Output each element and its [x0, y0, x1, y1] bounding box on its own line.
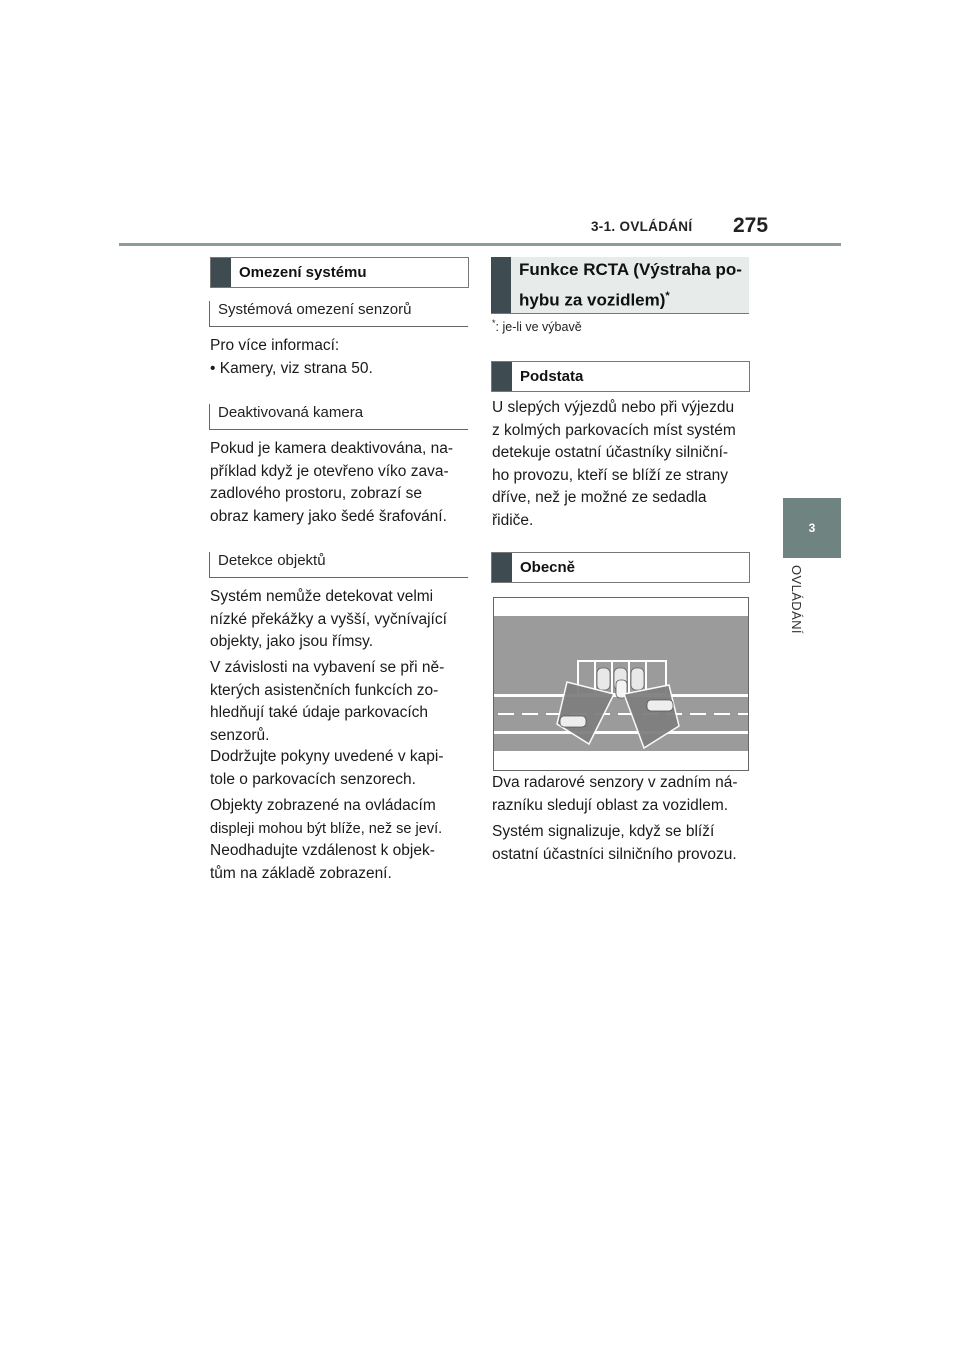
text-line: řidiče.	[492, 511, 534, 529]
header-rule	[119, 243, 841, 246]
text-line: Systém nemůže detekovat velmi	[210, 588, 434, 605]
text-line: Systém signalizuje, když se blíží	[492, 823, 715, 840]
heading-asterisk: *	[665, 289, 670, 302]
heading-general-label: Obecně	[520, 559, 576, 576]
text-line: zadlového prostoru, zobrazí se	[210, 485, 422, 502]
heading-tab-marker	[492, 553, 512, 582]
text-line: Pokud je kamera deaktivována, na-	[210, 440, 453, 457]
paragraph-detection-3	[210, 746, 470, 791]
heading-rcta-label	[511, 257, 742, 314]
text-line: dříve, než je možné ze sedadla	[492, 489, 707, 506]
subheading-object-detection: Detekce objektů	[209, 552, 468, 578]
text-line: kterých asistenčních funkcích zo-	[210, 681, 439, 699]
page-number: 275	[733, 214, 769, 237]
text-line: objekty, jako jsou římsy.	[210, 633, 374, 650]
approaching-vehicle-right	[647, 700, 673, 711]
heading-rcta-line1: Funkce RCTA (Výstraha po-	[519, 259, 742, 279]
footnote	[492, 318, 582, 334]
text-line: nízké překážky a vyšší, vyčnívající	[210, 610, 447, 628]
heading-rcta	[491, 257, 749, 314]
text-line: příklad když je otevřeno víko zava-	[210, 462, 449, 480]
text-line: displeji mohou být blíže, než se jeví.	[210, 820, 443, 837]
road-edge-line	[494, 731, 748, 734]
text-line: Neodhadujte vzdálenost k objek-	[210, 842, 435, 859]
heading-rcta-line2	[519, 283, 742, 314]
text-line: z kolmých parkovacích míst systém	[492, 421, 736, 439]
text-line: Objekty zobrazené na ovládacím	[210, 797, 436, 814]
paragraph-more-info	[210, 335, 470, 380]
heading-rcta-line2-text: hybu za vozidlem)	[519, 290, 666, 310]
text-line: ostatní účastníci silničního provozu.	[492, 845, 737, 863]
heading-system-limits	[210, 257, 469, 288]
heading-tab-marker	[491, 257, 511, 313]
text-line: hledňují také údaje parkovacích	[210, 704, 429, 721]
heading-general	[491, 552, 750, 583]
paragraph-detection-2	[210, 657, 470, 747]
paragraph-detection-4	[210, 795, 472, 885]
heading-tab-marker	[492, 362, 512, 391]
text-line: U slepých výjezdů nebo při výjezdu	[492, 399, 735, 416]
chapter-title-label: OVLÁDÁNÍ	[789, 565, 804, 634]
text-line: ho provozu, kteří se blíží ze strany	[492, 466, 729, 484]
text-line: senzorů.	[210, 726, 270, 744]
paragraph-principle	[492, 397, 754, 532]
paragraph-signal	[492, 821, 754, 866]
text-line: Pro více informací:	[210, 337, 340, 354]
paragraph-radar	[492, 772, 754, 817]
subheading-sensor-limits: Systémová omezení senzorů	[209, 301, 468, 327]
subheading-deactivated-camera: Deaktivovaná kamera	[209, 404, 468, 430]
text-line: tům na základě zobrazení.	[210, 864, 392, 882]
text-line: Dva radarové senzory v zadním ná-	[492, 774, 738, 791]
heading-principle-label: Podstata	[520, 368, 584, 385]
text-line: tole o parkovacích senzorech.	[210, 770, 416, 788]
footnote-mark: *	[492, 318, 496, 328]
approaching-vehicle-left	[560, 716, 586, 727]
text-line: razníku sledují oblast za vozidlem.	[492, 796, 729, 814]
paragraph-detection-1	[210, 586, 470, 654]
rcta-diagram	[494, 598, 748, 770]
text-line: obraz kamery jako šedé šrafování.	[210, 507, 447, 525]
bullet-cameras: • Kamery, viz strana 50.	[210, 359, 373, 377]
chapter-number-tab: 3	[783, 498, 841, 558]
section-title: 3-1. OVLÁDÁNÍ	[591, 219, 693, 234]
heading-principle	[491, 361, 750, 392]
footnote-text: : je-li ve výbavě	[495, 320, 582, 335]
text-line: detekuje ostatní účastníky silniční-	[492, 444, 729, 461]
heading-tab-marker	[211, 258, 231, 287]
rcta-illustration	[493, 597, 749, 771]
paragraph-deactivated-camera	[210, 438, 470, 528]
chapter-title-vertical	[780, 565, 812, 655]
heading-label: Omezení systému	[239, 264, 367, 281]
text-line: V závislosti na vybavení se při ně-	[210, 659, 445, 676]
text-line: Dodržujte pokyny uvedené v kapi-	[210, 748, 444, 765]
